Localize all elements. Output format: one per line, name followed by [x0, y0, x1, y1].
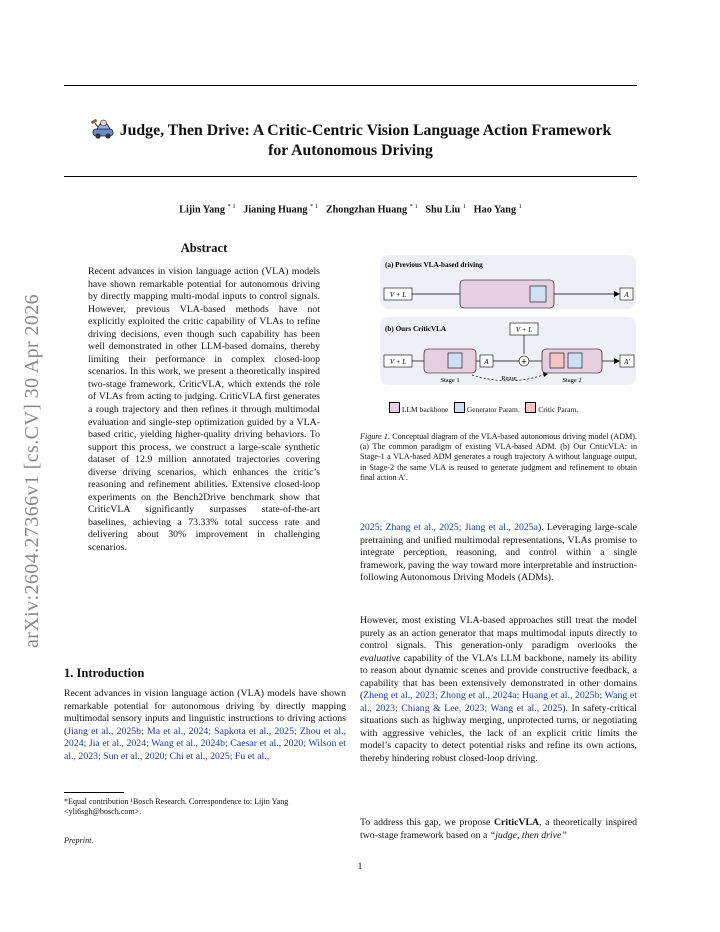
preprint-label: Preprint.: [64, 836, 94, 845]
legend-swatch-llm: [389, 402, 400, 413]
intro-paragraph-right-3: [360, 817, 637, 842]
svg-text:+: +: [520, 357, 528, 366]
intro-paragraph-left: [64, 688, 346, 763]
intro-paragraph-right-1: [360, 522, 637, 585]
para-text: ). Leveraging large-scale pretraining and unified multimodal representations, VLAs promise to integrate perception, reasoning, and control within a single framework, paving the way toward more interpretable and instruction-following Autonomous Driving Models (ADMs).: [360, 522, 637, 584]
legend-swatch-critic: [525, 402, 536, 413]
intro-paragraph-right-2: [360, 615, 637, 766]
para-emphasis: evaluative: [360, 652, 401, 664]
citation-links[interactable]: 2025; Zhang et al., 2025; Jiang et al., 2025a: [360, 522, 539, 533]
input-label-b: V + L: [389, 358, 407, 366]
reuse-label: Reuse: [501, 375, 517, 382]
para-text: capability of the VLA’s LLM backbone, namely its ability to reason about dynamic scenes and provide constructive feedback, a capability that has been extensively demonstrated in other domains (: [360, 652, 637, 702]
author-name: Zhongzhan Huang: [325, 204, 408, 216]
arxiv-watermark: arXiv:2604.27366v1 [cs.CV] 30 Apr 2026: [21, 293, 43, 648]
intro-text: Recent advances in vision language action (VLA) models have shown remarkable potential for autonomous driving by directly mapping multimodal sensory inputs and linguistic instructions to driving actions (: [64, 688, 346, 737]
stage1-label: Stage 1: [440, 377, 460, 384]
output-label-a: A: [624, 291, 629, 299]
title-bottom-rule: [64, 176, 637, 177]
citation-links[interactable]: Jiang et al., 2025b; Ma et al., 2024; Sapkota et al., 2025; Zhou et al., 2024; Jia et al., 2024; Wang et al., 2024b; Caesar et al., 2020; Wilson et al., 2023; Sun et al., 2020; Chi et al., 2025; Fu et al.,: [64, 725, 346, 762]
rough-action-label: A: [484, 358, 489, 366]
author-affil: 1: [462, 203, 467, 210]
input-label-a: V + L: [389, 291, 407, 299]
figure-1-diagram: [380, 255, 636, 385]
para-text: However, most existing VLA-based approaches still treat the model purely as an action generator that maps multimodal inputs directly to control signals. This generation-only paradigm overlooks the: [360, 615, 637, 652]
legend-label-llm: LLM backbone: [401, 405, 449, 414]
figure-1-caption: [360, 432, 637, 483]
paper-title: [64, 118, 637, 161]
title-line-1: Judge, Then Drive: A Critic-Centric Vision Language Action Framework: [119, 122, 612, 139]
stage2-label: Stage 2: [562, 377, 582, 384]
output-label-b: A′: [624, 358, 630, 366]
generator-param-block-b: [448, 353, 462, 368]
author-affil: * 1: [409, 203, 418, 210]
judge-driver-icon: [90, 118, 116, 140]
legend-label-critic: Critic Param.: [538, 405, 579, 414]
citation-links[interactable]: Zheng et al., 2023; Zhong et al., 2024a; Huang et al., 2025b; Wang et al., 2023; Chiang & Lee, 2023; Wang et al., 2025: [360, 690, 637, 714]
panel-a-label: (a) Previous VLA-based driving: [385, 261, 483, 269]
para-text: ). In safety-critical situations such as highway merging, unprotected turns, or negotiating with aggressive vehicles, the lack of an explicit critic limits the model’s capacity to detect potential risks and refine its own actions, thereby hindering robust closed-loop driving.: [360, 702, 637, 765]
input-label-b-top: V + L: [515, 326, 533, 334]
section-heading-introduction: 1. Introduction: [64, 666, 145, 680]
abstract-heading: Abstract: [180, 241, 228, 255]
abstract-body: Recent advances in vision language action (VLA) models have shown remarkable potential for autonomous driving by directly mapping multi-modal inputs to control signals. However, previous VLA-based methods have not explicitly exploited the critic capability of VLAs to refine driving decisions, even though such capability has been well demonstrated in other LLM-based domains, thereby limiting their performance in complex closed-loop scenarios. In this work, we present a theoretically inspired two-stage framework, CriticVLA, which extends the role of VLAs from acting to judging. CriticVLA first generates a rough trajectory and then refines it through multimodal evaluation and single-step optimization guided by a VLA-based critic, yielding higher-quality driving behaviors. To support this process, we construct a large-scale synthetic dataset of 12.9 million annotated trajectories covering diverse driving scenarios, which enhances the critic’s reasoning and refinement abilities. Extensive closed-loop experiments on the Bench2Drive benchmark show that CriticVLA significantly surpasses state-of-the-art baselines, achieving a 73.33% total success rate and delivering about 30% improvement in challenging scenarios.: [88, 266, 320, 554]
author-name: Shu Liu: [425, 204, 461, 216]
legend-swatch-generator: [454, 402, 465, 413]
title-top-rule: [64, 85, 637, 86]
caption-label: Figure 1.: [360, 432, 391, 441]
caption-text: Conceptual diagram of the VLA-based autonomous driving model (ADM). (a) The common paradigm of existing VLA-based ADM. (b) Our CriticVLA: in Stage-1 a VLA-based ADM generates a rough trajectory A without language output, in Stage-2 the same VLA is reused to generate judgment and refinement to obtain final action A′.: [360, 432, 637, 482]
para-text: , a theoretically inspired two-stage framework based on a: [360, 817, 638, 841]
author-name: Lijin Yang: [179, 204, 225, 216]
legend-label-generator: Generator Param.: [466, 405, 520, 414]
para-text: To address this gap, we propose: [360, 817, 494, 828]
author-affil: 1: [518, 203, 522, 210]
para-bold: CriticVLA: [493, 817, 540, 828]
title-line-2: for Autonomous Driving: [268, 142, 433, 159]
figure-legend: [389, 402, 578, 414]
author-affil: * 1: [310, 203, 319, 210]
generator-param-block-b2: [568, 353, 582, 368]
generator-param-block-a: [530, 286, 546, 302]
author-affil: * 1: [227, 203, 236, 210]
page-number: 1: [357, 862, 363, 872]
author-name: Jianing Huang: [243, 204, 308, 216]
author-name: Hao Yang: [473, 204, 517, 216]
para-emphasis: “judge, then drive”: [489, 829, 567, 841]
panel-b-label: (b) Ours CriticVLA: [385, 325, 447, 333]
footnote: *Equal contribution ¹Bosch Research. Correspondence to: Lijin Yang <yli6sgh@bosch.com>.: [64, 797, 289, 817]
critic-param-block: [550, 353, 564, 368]
footnote-rule: [64, 792, 124, 793]
author-list: [64, 203, 637, 215]
